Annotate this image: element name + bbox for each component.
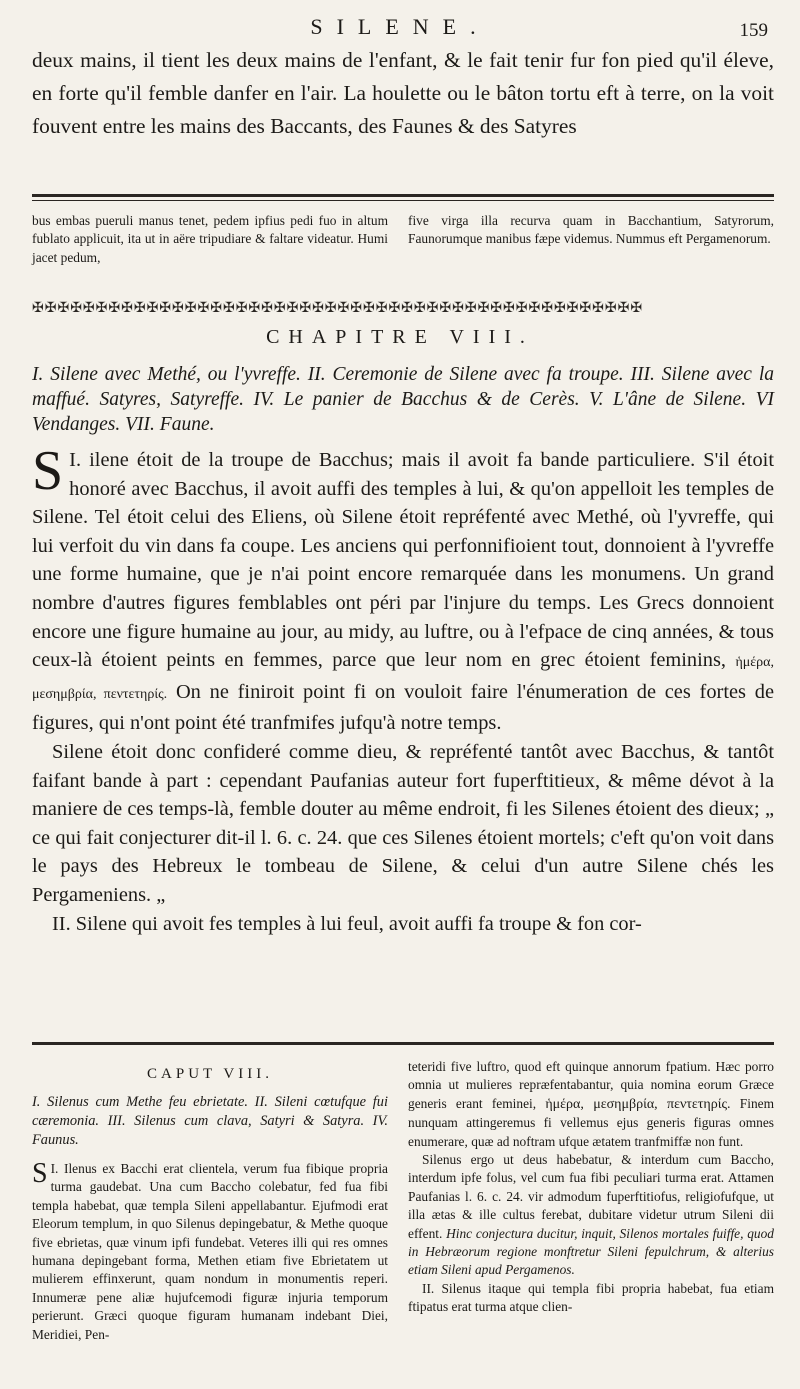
french-body bbox=[32, 440, 774, 938]
latin-right-column bbox=[408, 1058, 774, 1317]
latin-left-paragraph bbox=[32, 1160, 388, 1344]
chapter-summary: I. Silene avec Methé, ou l'yvreffe. II. Ceremonie de Silene avec fa troupe. III. Silene avec la maffué. Satyres, Satyreffe. IV. Le panier de Bacchus & de Cerès. V. L'âne de Silene. VI Vendanges. VII. Faune. bbox=[32, 364, 774, 435]
latin-right-paragraph-1 bbox=[408, 1058, 774, 1151]
latin-right-paragraph-2 bbox=[408, 1151, 774, 1280]
latin-right-text-2: Finem nunquam attingeremus fi vellemus ejus generis figuras omnes enumerare, quæ ad noftram ufque ætatem tranfmiffæ non funt. bbox=[408, 1095, 775, 1149]
latin-greek-words: ἡμέρα, μεσημβρία, πεντετηρίς. bbox=[545, 1096, 731, 1112]
latin-drop-capital: S bbox=[32, 1158, 48, 1189]
paragraph-2: Silene étoit donc confideré comme dieu, & repréfenté tantôt avec Bacchus, & tantôt faifant bande à part : cependant Paufanias auteur fort fuperftitieux, & même dévot à la maniere de ces temps-là, femble douter au même endroit, fi les Silenes étoient des dieux; „ ce qui fait conjecturer dit-il l. 6. c. 24. que ces Silenes étoient mortels; c'eft qu'on voit dans le pays des Hebreux le tombeau de Silene, & celui d'un autre Silene chés les Pergameniens. „ bbox=[32, 740, 774, 906]
paragraph-1-end: On ne finiroit point fi on vouloit faire l'énumeration de ces fortes de figures, qui n'ont point été tranfmifes jufqu'à notre temps. bbox=[32, 680, 774, 735]
latin-summary: I. Silenus cum Methe feu ebrietate. II. Sileni cœtufque fui cæremonia. III. Silenus cum clava, Satyri & Satyra. IV. Faunus. bbox=[32, 1094, 388, 1148]
page-number: 159 bbox=[739, 20, 768, 41]
ornamental-band: ✠✠✠✠✠✠✠✠✠✠✠✠✠✠✠✠✠✠✠✠✠✠✠✠✠✠✠✠✠✠✠✠✠✠✠✠✠✠✠✠✠✠✠✠✠✠✠✠ bbox=[32, 301, 644, 316]
caput-heading: CAPUT VIII. bbox=[147, 1066, 273, 1082]
bottom-divider-rule bbox=[32, 1042, 774, 1045]
paragraph-3: II. Silene qui avoit fes temples à lui feul, avoit auffi fa troupe & fon cor- bbox=[52, 912, 642, 935]
latin-right-p2-italic: Hinc conjectura ducitur, inquit, Silenos mortales fuiffe, quod in Hebræorum regione monftretur Sileni fepulchrum, & alterius etiam Sileni apud Pergamenos. bbox=[408, 1225, 774, 1278]
top-divider-rule-thin bbox=[32, 200, 774, 201]
top-latin-left: bus embas pueruli manus tenet, pedem ipfius pedi fuo in altum fublato applicuit, ita ut in aëre tripudiare & faltare videatur. Humi jacet pedum, bbox=[32, 213, 388, 265]
latin-right-paragraph-3: II. Silenus itaque qui templa fibi propria habebat, fua etiam ftipatus erat turma atque clien- bbox=[408, 1280, 774, 1315]
top-french-text: deux mains, il tient les deux mains de l'enfant, & le fait tenir fur fon pied qu'il éleve, en forte qu'il femble danfer en l'air. La houlette ou le bâton tortu eft à terre, on la voit fouvent entre les mains des Baccants, des Faunes & des Satyres bbox=[32, 48, 774, 138]
latin-right-p2-text: Silenus ergo ut deus habebatur, & interdum cum Baccho, interdum ipfe folus, vel cum fua fibi peculiari turma erat. Attamen Paufanias l. 6. c. 24. vir admodum fuperftitiofus, religiofufque, ut illa ætas & ille cultus ferebat, dubitare videtur utrum Sileni dii effent. bbox=[408, 1152, 774, 1241]
paragraph-1 bbox=[32, 440, 774, 738]
latin-left-column bbox=[32, 1058, 388, 1344]
greek-words: ἡμέρα, μεσημβρία, πεντετηρίς. bbox=[32, 655, 774, 702]
chapter-heading: CHAPITRE VIII. bbox=[266, 326, 534, 348]
latin-left-text: Ilenus ex Bacchi erat clientela, verum fua fibique propria turma gaudebat. Una cum Baccho colebatur, fed fua fibi templa habebat, quæ templa Sileni appellabantur. Ejufmodi erat Eleorum templum, in quo Silenus depingebatur, & Methe quoque five ebrietas, quæ vinum ipfi fundebat. Veteres illi qui res omnes humana depingebant forma, Methen etiam five Ebrietatem ut mulierem effinxerunt, quam nondum in monumentis reperi. Innumeræ pene aliæ hujufcemodi figuræ injuria temporum perierunt. Græci quoque figuram humanam indebant Diei, Meridiei, Pen- bbox=[32, 1161, 388, 1342]
paragraph-number: I. bbox=[69, 449, 82, 471]
running-title: SILENE. bbox=[310, 14, 490, 39]
top-latin-right: five virga illa recurva quam in Bacchantium, Satyrorum, Faunorumque manibus fæpe videmus. Nummus eft Pergamenorum. bbox=[408, 213, 774, 247]
paragraph-1-text: ilene étoit de la troupe de Bacchus; mais il avoit fa bande particuliere. S'il étoit honoré avec Bacchus, il avoit auffi des temples à lui, & qu'on appelloit les temples de Silene. Tel étoit celui des Eliens, où Silene étoit repréfenté avec Methé, où l'yvreffe, qui lui verfoit du vin dans fa coupe. Les anciens qui perfonnifioient tout, donnoient à l'yvreffe une forme humaine, que je n'ai point encore remarquée dans les monumens. Un grand nombre d'autres figures femblables ont péri par l'injure du temps. Les Grecs donnoient encore une figure humaine au jour, au midy, au luftre, ou à l'efpace de cinq années, & tous ceux-là étoient peints en femmes, parce que leur nom en grec étoient feminins, bbox=[32, 449, 774, 672]
latin-right-text-1: teteridi five luftro, quod eft quinque annorum fpatium. Hæc porro omnia ut mulieres repræfentabantur, quia nomina eorum Græce generis erant feminei, bbox=[408, 1059, 774, 1111]
running-head bbox=[0, 14, 800, 48]
latin-paragraph-number: I. bbox=[50, 1161, 59, 1176]
drop-capital: S bbox=[32, 440, 64, 502]
top-divider-rule bbox=[32, 194, 774, 197]
